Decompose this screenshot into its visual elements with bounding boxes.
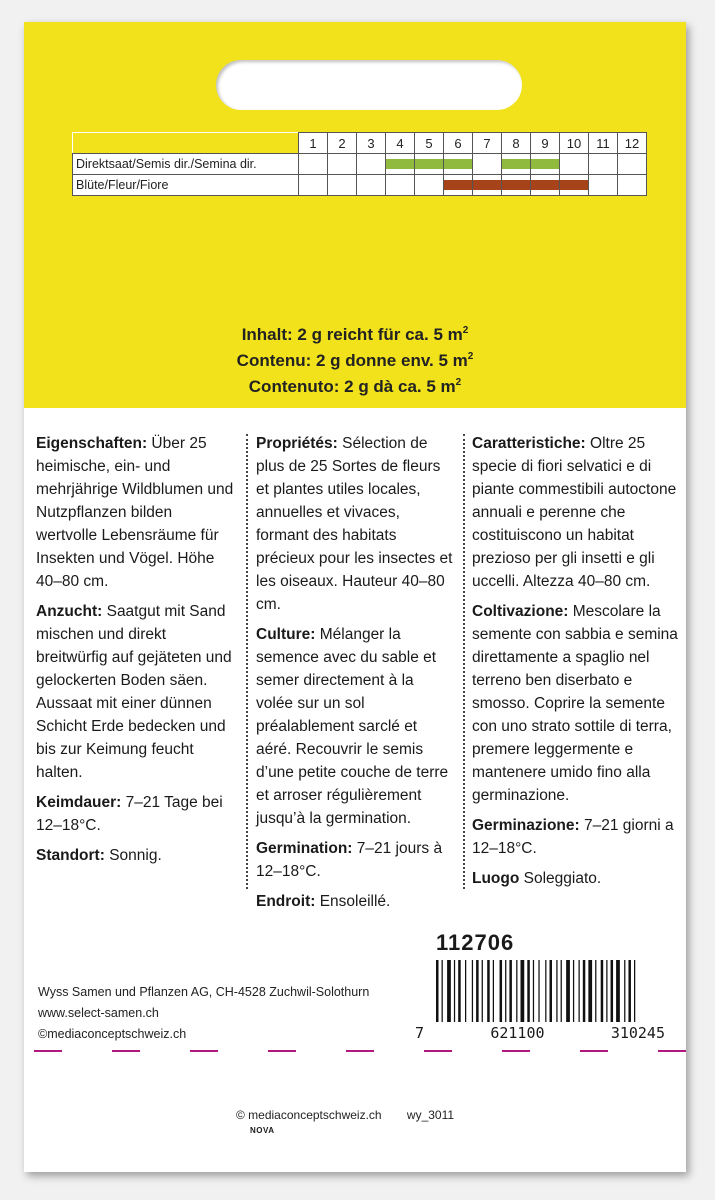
company-info — [38, 982, 369, 1045]
barcode-bar — [579, 960, 580, 1022]
barcode-digit-left: 621100 — [490, 1024, 545, 1042]
sow-period-bar — [415, 159, 443, 169]
month-3: 3 — [357, 133, 386, 154]
month-9: 9 — [531, 133, 560, 154]
month-1: 1 — [299, 133, 328, 154]
calendar-cell-month-5 — [415, 154, 444, 175]
barcode-bar — [566, 960, 570, 1022]
calendar-cell-month-10 — [560, 175, 589, 196]
barcode-bar — [538, 960, 539, 1022]
month-7: 7 — [473, 133, 502, 154]
sow-period-bar — [386, 159, 414, 169]
barcode-digit-prefix: 7 — [415, 1024, 425, 1042]
sow-period-bar — [444, 159, 472, 169]
calendar-row-bloom — [73, 175, 647, 196]
column-italian — [472, 432, 686, 902]
barcode-bar — [527, 960, 530, 1022]
bloom-period-bar — [444, 180, 472, 190]
barcode-digits — [414, 1024, 666, 1042]
calendar-cell-month-5 — [415, 175, 444, 196]
footer-code: wy_3011 — [406, 1108, 455, 1122]
column-divider — [246, 434, 248, 889]
calendar-header-row — [73, 133, 647, 154]
footer-copyright: © mediaconceptschweiz.ch — [236, 1108, 382, 1122]
article-number: 112706 — [436, 930, 515, 955]
calendar-cell-month-2 — [328, 154, 357, 175]
calendar-cell-month-3 — [357, 154, 386, 175]
barcode-bar — [606, 960, 607, 1022]
bloom-period-bar — [560, 180, 588, 190]
barcode-digit-right: 310245 — [610, 1024, 665, 1042]
month-6: 6 — [444, 133, 473, 154]
barcode-bar — [454, 960, 455, 1022]
company-copyright: ©mediaconceptschweiz.ch — [38, 1027, 187, 1041]
it-properties: Caratteristiche: Oltre 25 specie di fiori selvatici e di piante commestibili autoctone annuali e perenne che costituiscono un habitat prezioso per gli insetti e gli uccelli. Altezza 40–80 cm. — [472, 435, 677, 590]
yellow-header — [24, 22, 686, 408]
month-11: 11 — [589, 133, 618, 154]
hang-hole — [216, 60, 522, 110]
calendar-cell-month-3 — [357, 175, 386, 196]
barcode-bar — [533, 960, 534, 1022]
bloom-period-bar — [473, 180, 501, 190]
cut-line — [24, 1050, 686, 1052]
barcode-bar — [442, 960, 443, 1022]
fr-germination: Germination: 7–21 jours à 12–18°C. — [256, 840, 443, 880]
seed-packet — [24, 22, 686, 1172]
barcode-bar — [487, 960, 490, 1022]
package-contents — [24, 320, 686, 398]
description-columns — [36, 432, 686, 910]
column-german — [36, 432, 234, 902]
calendar-cell-month-9 — [531, 154, 560, 175]
calendar-cell-month-6 — [444, 154, 473, 175]
barcode-bar — [556, 960, 557, 1022]
barcode-bar — [500, 960, 503, 1022]
barcode-bar — [458, 960, 461, 1022]
de-germination: Keimdauer: 7–21 Tage bei 12–18°C. — [36, 794, 223, 834]
calendar-cell-month-1 — [299, 154, 328, 175]
calendar-cell-month-7 — [473, 175, 502, 196]
sow-period-bar — [502, 159, 530, 169]
barcode-bar — [476, 960, 479, 1022]
barcode-bar — [624, 960, 625, 1022]
row-label-bloom: Blüte/Fleur/Fiore — [73, 175, 299, 196]
barcode-bar — [628, 960, 631, 1022]
barcode-bar — [545, 960, 546, 1022]
sowing-calendar — [72, 132, 647, 196]
barcode-bar — [588, 960, 592, 1022]
calendar-cell-month-8 — [502, 175, 531, 196]
barcode-bar — [516, 960, 517, 1022]
calendar-cell-month-9 — [531, 175, 560, 196]
fr-cultivation: Culture: Mélanger la semence avec du sable et semer directement à la volée sur un sol préalablement sarclé et aéré. Recouvrir le semis d’une petite couche de terre et arroser régulièrement jusqu’à la germination. — [256, 626, 449, 827]
barcode-bar — [634, 960, 635, 1022]
fr-properties: Propriétés: Sélection de plus de 25 Sortes de fleurs et plantes utiles locales, annuelles et vivaces, formant des habitats précieux pour les insectes et les oiseaux. Hauteur 40–80 cm. — [256, 435, 453, 613]
barcode-bar — [509, 960, 512, 1022]
contents-fr: Contenu: 2 g donne env. 5 $m^2$ — [236, 351, 474, 370]
barcode-bar — [573, 960, 574, 1022]
contents-de: Inhalt: 2 g reicht für ca. 5 $m^2$ — [241, 325, 469, 344]
barcode-bar — [465, 960, 466, 1022]
barcode-bar — [482, 960, 483, 1022]
calendar-cell-month-1 — [299, 175, 328, 196]
calendar-cell-month-8 — [502, 154, 531, 175]
row-label-sowing: Direktsaat/Semis dir./Semina dir. — [73, 154, 299, 175]
barcode-bar — [595, 960, 596, 1022]
de-properties: Eigenschaften: Über 25 heimische, ein- und mehrjährige Wildblumen und Nutzpflanzen bilden wertvolle Lebensräume für Insekten und Vögel. Höhe 40–80 cm. — [36, 435, 234, 590]
calendar-cell-month-12 — [618, 175, 647, 196]
it-cultivation: Coltivazione: Mescolare la semente con sabbia e semina direttamente a spaglio nel terreno ben diserbato e smosso. Coprire la semente con uno strato sottile di terra, premere leggermente e mantenere umido fino alla germinazione. — [472, 603, 678, 804]
barcode-bar — [472, 960, 473, 1022]
bloom-period-bar — [531, 180, 559, 190]
calendar-cell-month-7 — [473, 154, 502, 175]
barcode-bar — [550, 960, 553, 1022]
fr-location: Endroit: Ensoleillé. — [256, 893, 391, 910]
de-cultivation: Anzucht: Saatgut mit Sand mischen und direkt breitwürfig auf gejäteten und gelockerten Boden säen. Aussaat mit einer dünnen Schicht Erde bedecken und bis zur Keimung feucht halten. — [36, 603, 232, 781]
month-5: 5 — [415, 133, 444, 154]
calendar-corner — [73, 133, 299, 154]
calendar-cell-month-4 — [386, 175, 415, 196]
calendar-row-sowing — [73, 154, 647, 175]
calendar-cell-month-11 — [589, 175, 618, 196]
calendar-cell-month-6 — [444, 175, 473, 196]
barcode-bar — [505, 960, 506, 1022]
it-location: Luogo Soleggiato. — [472, 870, 602, 887]
calendar-cell-month-2 — [328, 175, 357, 196]
sow-period-bar — [531, 159, 559, 169]
barcode-bar — [616, 960, 620, 1022]
barcode-bar — [436, 960, 439, 1022]
calendar-cell-month-12 — [618, 154, 647, 175]
footer — [236, 1108, 454, 1122]
company-address: Wyss Samen und Pflanzen AG, CH-4528 Zuchwil-Solothurn — [38, 985, 370, 999]
column-french — [256, 432, 454, 910]
it-germination: Germinazione: 7–21 giorni a 12–18°C. — [472, 817, 674, 857]
column-divider — [463, 434, 465, 889]
bloom-period-bar — [502, 180, 530, 190]
barcode-bar — [521, 960, 525, 1022]
barcode-bar — [447, 960, 451, 1022]
calendar-cell-month-11 — [589, 154, 618, 175]
barcode-bar — [583, 960, 586, 1022]
barcode-bar — [611, 960, 614, 1022]
month-8: 8 — [502, 133, 531, 154]
month-10: 10 — [560, 133, 589, 154]
company-website: www.select-samen.ch — [38, 1006, 159, 1020]
barcode-bar — [601, 960, 604, 1022]
month-12: 12 — [618, 133, 647, 154]
month-2: 2 — [328, 133, 357, 154]
barcode-bar — [561, 960, 562, 1022]
printer-logo: NOVA — [250, 1126, 275, 1135]
calendar-cell-month-10 — [560, 154, 589, 175]
contents-it: Contenuto: 2 g dà ca. 5 $m^2$ — [248, 377, 462, 396]
calendar-cell-month-4 — [386, 154, 415, 175]
month-4: 4 — [386, 133, 415, 154]
barcode-bar — [493, 960, 494, 1022]
de-location: Standort: Sonnig. — [36, 847, 162, 864]
